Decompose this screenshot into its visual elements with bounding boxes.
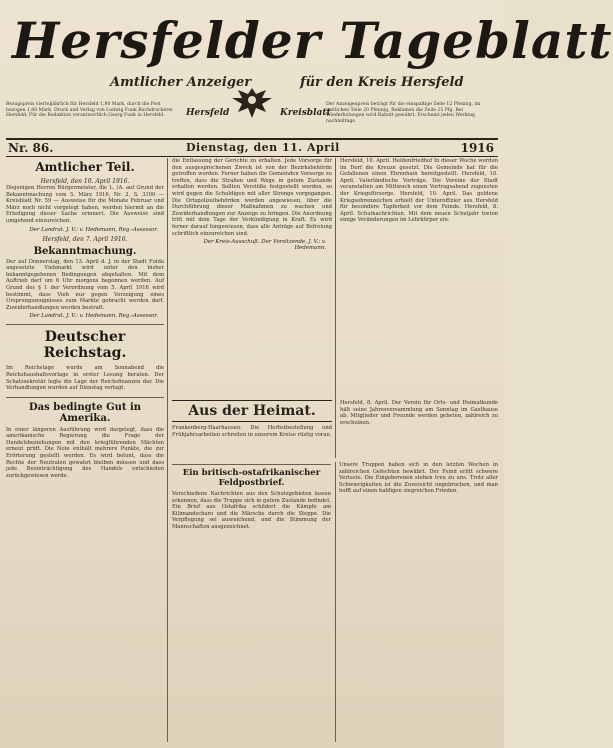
- heimat-heading: Aus der Heimat.: [172, 400, 332, 422]
- column-divider: [335, 462, 336, 742]
- announcement-heading: Bekanntmachung.: [33, 245, 137, 257]
- newspaper-title: Hersfelder Tageblatt: [12, 11, 613, 70]
- bottom-left-column: [172, 462, 331, 531]
- official-section-heading: Amtlicher Teil.: [35, 160, 135, 174]
- notice-signature-1: Der Landrat. J. V.: v. Hedemann, Reg.-Assessor.: [29, 226, 158, 233]
- america-text: In einer längeren Ausführung wird dargelegt, dass die amerikanische Regierung die Frage der Handelsbeziehungen mit den kriegführenden Mächten erneut prüft. Die Note enthält mehrere Punkte, die zur Erörterung gestellt werden. Es wird betont, dass die Rechte der Neutralen gewahrt bleiben müssen und dass jede Beeinträchtigung des Handels entschieden zurückgewiesen werde.: [6, 426, 164, 479]
- notice-date-2: Hersfeld, den 7. April 1916.: [42, 235, 128, 243]
- issue-year: 1916: [460, 141, 494, 155]
- column-2-notice: Der Kreis-Ausschuß. Der Vorsitzende. J. V.: v. Hedemann.: [203, 239, 326, 252]
- advert-rates-info: Der Anzeigenpreis beträgt für die einspaltige Zeile 12 Pfennig, im amtlichen Teile 20 Pfennig, Reklamen die Zeile 25 Pfg. Bei Wiederholungen wird Rabatt gewährt. Erscheint jeden Werktag nachmittags.: [326, 102, 481, 124]
- heimat-text: Frankenberg-Haarhausen. Die Herbstbestellung und Frühjahrsarbeiten schreiten in unserem Kreise rüstig voran.: [172, 425, 332, 438]
- place-label-right: Kreisblatt: [280, 108, 331, 118]
- subtitle-right: für den Kreis Hersfeld: [300, 75, 464, 90]
- subtitle-left: Amtlicher Anzeiger: [110, 75, 252, 90]
- reichstag-text: Im Reichstage wurde am Sonnabend die Reichshaushaltsvorlage in erster Lesung beraten. Der Schatzsekretär legte die Lage der Reichsfinanzen dar. Die Verhandlungen wurden auf Dienstag vertagt.: [6, 365, 164, 392]
- dateline: [6, 138, 498, 157]
- issue-date: Dienstag, den 11. April: [186, 141, 340, 154]
- column-2-text: die Entlassung der Gerichte zu erhalten. Jede Vorsorge für den ausgesprochenen Zweck ist von der Bezirksbehörde getroffen worden. Ferner haben die Gemeinden Vorsorge zu treffen, dass die Straßen und Wege in gutem Zustande erhalten werden. Sollten Verstöße festgestellt werden, so wird gegen die Schuldigen mit aller Strenge vorgegangen. Die Ortspolizeibehörden werden angewiesen, über die Durchführung dieser Maßnahmen zu wachen und Zuwiderhandlungen zur Anzeige zu bringen. Die Anordnung tritt mit dem Tage der Verkündigung in Kraft. Es wird ferner darauf hingewiesen, dass alle Anträge auf Befreiung schriftlich einzureichen sind.: [172, 158, 332, 237]
- notice-text-2: Der auf Donnerstag, den 13. April d. J. in der Stadt Fulda angesetzte Viehmarkt wird unter den bisher bekanntgegebenen Bedingungen abgehalten. Mit dem Auftrieb darf um 6 Uhr morgens begonnen werden. Auf Grund des § 1 der Verordnung vom 5. April 1916 wird bestimmt, dass Vieh nur gegen Vorzeigung eines Ursprungszeugnisses zum Markte gebracht werden darf. Zuwiderhandlungen werden bestraft.: [6, 258, 164, 311]
- issue-number: Nr. 86.: [8, 141, 54, 155]
- masthead: [0, 0, 613, 132]
- subscription-info: Bezugspreis vierteljährlich für Hersfeld 1,80 Mark, durch die Post bezogen 1,80 Mark. Druck und Verlag von Ludwig Funk Buchdruckerei Hersfeld. Für die Redaktion verantwortlich Georg Funk in Hersfeld.: [6, 102, 173, 119]
- column-divider: [335, 158, 336, 458]
- heimat-section: [172, 400, 332, 458]
- bottom-right-column: [339, 462, 498, 531]
- column-divider: [167, 158, 168, 742]
- feldpost-heading: Ein britisch-ostafrikanischer Feldpostbrief.: [172, 464, 331, 488]
- feldpost-text: Verschiedene Nachrichten aus den Schutzgebieten lassen erkennen, dass die Truppe sich in gutem Zustande befindet. Ein Brief aus Ostafrika schildert die Kämpfe am Kilimandscharo und die Märsche durch die Steppe. Die Verpflegung sei ausreichend, und die Stimmung der Mannschaften ausgezeichnet.: [172, 491, 331, 530]
- local-news-text: Hersfeld, 10. April. Heldenfriedhof In dieser Woche werden im Dorf die Kreuze gesetzt. Die Gemeinde hat für die Gefallenen einen Ehrenhain bereitgestellt. Hersfeld, 10. April. Vaterländische Vorträge. Die Vereine der Stadt veranstalten am Mittwoch einen Vortragsabend zugunsten der Kriegsfürsorge. Hersfeld, 10. April. Das goldene Kriegsehrenzeichen erhielt der Unteroffizier aus Hersfeld für besondere Tapferkeit vor dem Feinde. Hersfeld, 8. April. Schulnachrichten. Mit dem neuen Schuljahr treten einige Veränderungen im Lehrkörper ein.: [340, 158, 498, 224]
- column-1: [6, 158, 164, 742]
- bottom-right-text: Unsere Truppen haben sich in den letzten Wochen in zahlreichen Gefechten bewährt. Der Feind erlitt schwere Verluste. Die Eingeborenen stehen treu zu uns. Trotz aller Schwierigkeiten ist die Zuversicht ungebrochen, und man hofft auf einen baldigen siegreichen Frieden.: [339, 462, 498, 495]
- notice-date-1: Hersfeld, den 10. April 1916.: [40, 178, 130, 185]
- place-label-left: Hersfeld: [186, 108, 230, 118]
- column-3-lower: [340, 400, 498, 458]
- eagle-crest-icon: [230, 84, 274, 122]
- notice-signature-2: Der Landrat. J. V.: v. Hedemann, Reg.-Assessor.: [29, 313, 158, 320]
- america-heading: Das bedingte Gut in Amerika.: [6, 397, 164, 424]
- notice-text-1: Diejenigen Herren Bürgermeister, die L. (A. auf Grund der Bekanntmachung vom 5. März 1916, Nr. 2, S. 3100 — Kreisblatt Nr. 59 — Ausweise für die Monate Februar und März noch nicht vorgelegt haben, werden hiermit an die Erledigung dieser Sache erinnert. Die Ausweise sind umgehend einzureichen.: [6, 185, 164, 224]
- column-3-lower-text: Hersfeld, 8. April. Der Verein für Orts- und Heimatkunde hält seine Jahresversammlung am Sonntag im Gasthause ab. Mitglieder und Freunde werden gebeten, zahlreich zu erscheinen.: [340, 400, 498, 426]
- reichstag-heading: Deutscher Reichstag.: [6, 324, 164, 361]
